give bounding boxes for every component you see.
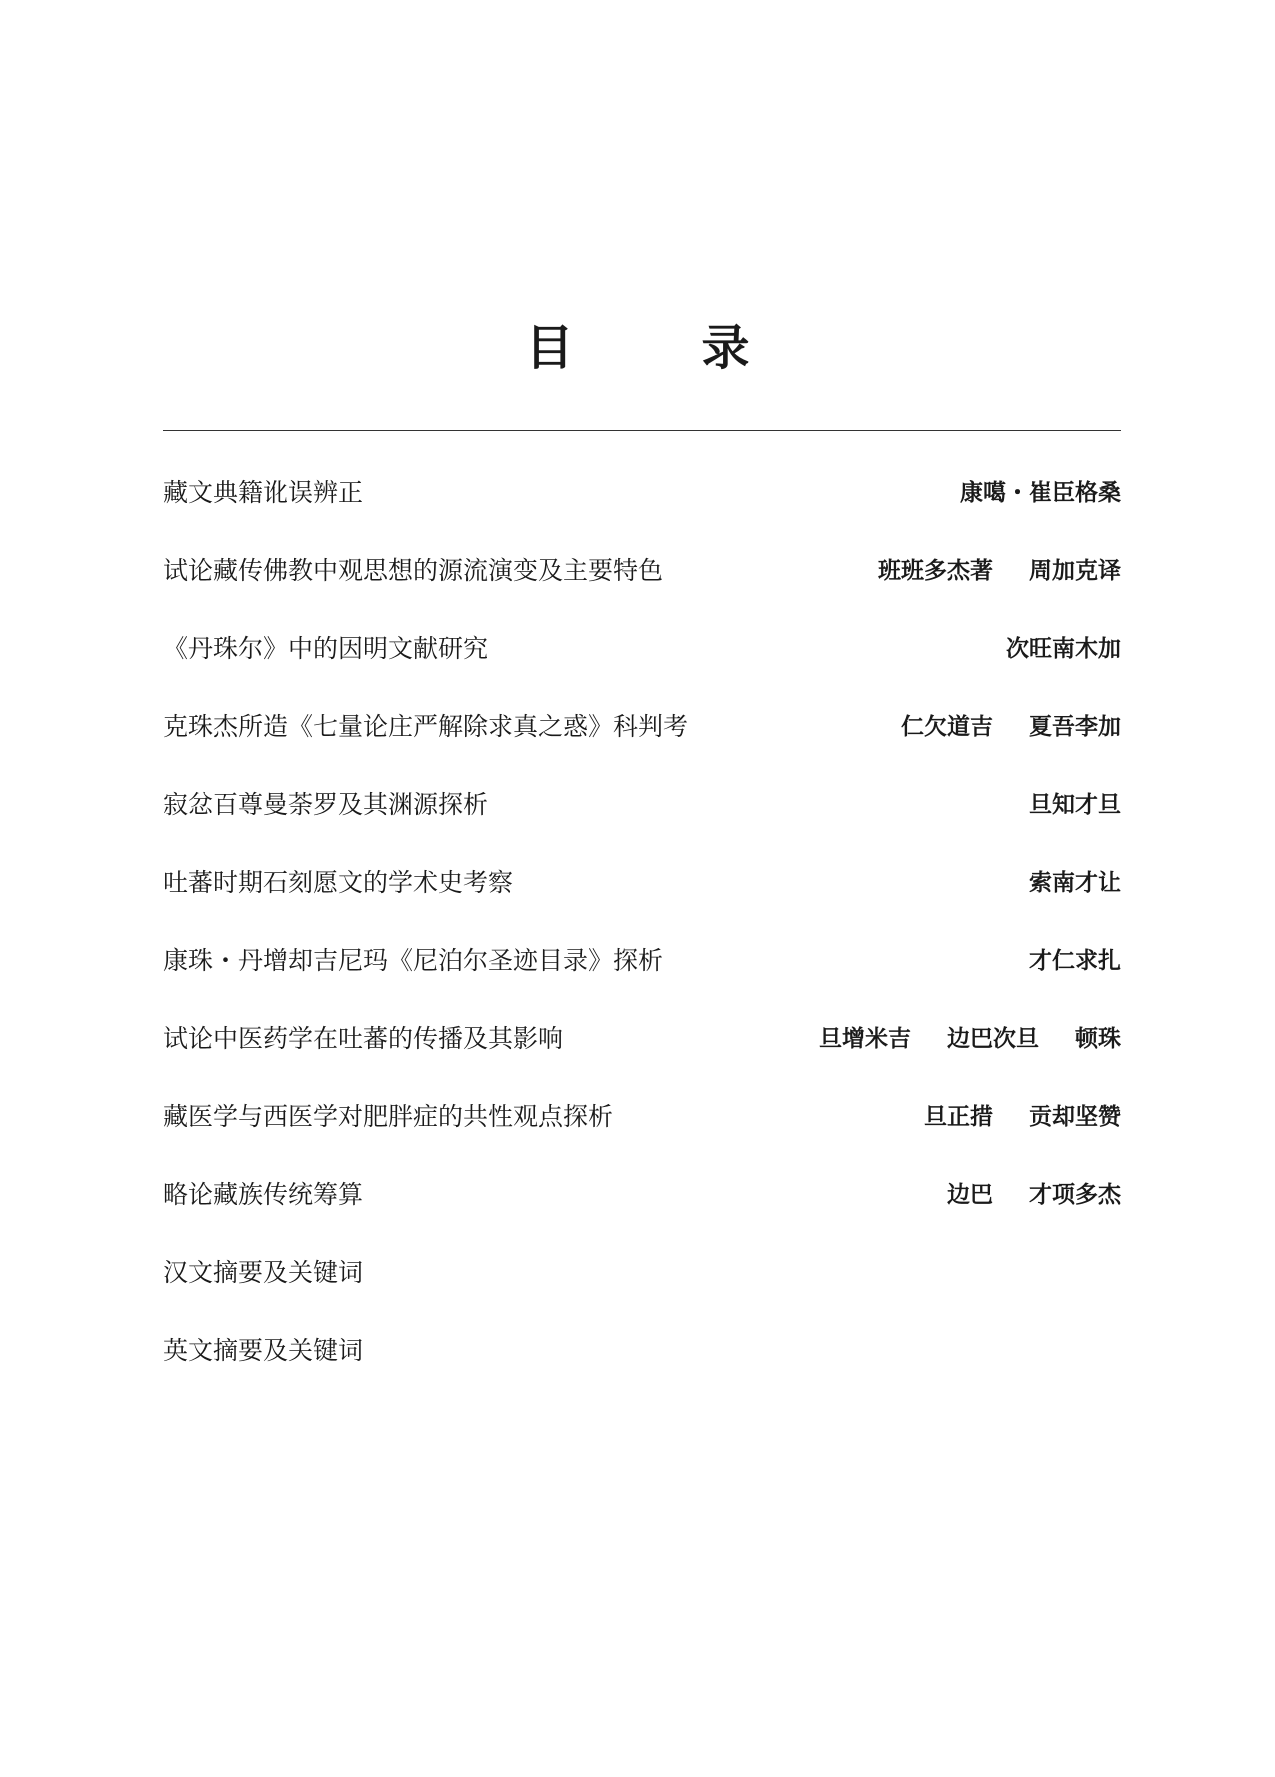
entry-authors [960, 476, 1121, 510]
entry-title: 藏文典籍讹误辨正 [163, 478, 364, 507]
entry-title: 英文摘要及关键词 [163, 1336, 364, 1365]
entry-author: 班班多杰著 [878, 558, 993, 584]
entry-author: 旦增米吉 [819, 1026, 911, 1052]
entry-authors [947, 1178, 1121, 1212]
entry-author: 贡却坚赞 [1029, 1104, 1121, 1130]
entry-title: 试论中医药学在吐蕃的传播及其影响 [163, 1024, 564, 1053]
entry-author: 旦正措 [924, 1104, 993, 1130]
entry-authors [1029, 788, 1121, 822]
entry-title: 克珠杰所造《七量论庄严解除求真之惑》科判考 [163, 712, 689, 741]
entry-author: 边巴次旦 [947, 1026, 1039, 1052]
toc-entry[interactable] [163, 1178, 1121, 1256]
entry-author: 索南才让 [1029, 870, 1121, 896]
toc-entry[interactable] [163, 1022, 1121, 1100]
entry-author: 顿珠 [1075, 1026, 1121, 1052]
entry-title: 略论藏族传统筹算 [163, 1180, 364, 1209]
page-title-char: 目 [525, 320, 702, 376]
toc-entry[interactable] [163, 632, 1121, 710]
table-of-contents [163, 476, 1121, 1412]
entry-title: 试论藏传佛教中观思想的源流演变及主要特色 [163, 556, 664, 585]
title-divider [163, 430, 1121, 431]
page-title-char: 录 [701, 320, 878, 376]
entry-authors [878, 554, 1121, 588]
toc-entry[interactable] [163, 710, 1121, 788]
toc-entry[interactable] [163, 788, 1121, 866]
toc-entry[interactable] [163, 1256, 1121, 1334]
entry-author: 才仁求扎 [1029, 948, 1121, 974]
entry-author: 次旺南木加 [1006, 636, 1121, 662]
entry-author: 周加克译 [1029, 558, 1121, 584]
toc-entry[interactable] [163, 866, 1121, 944]
entry-author: 康噶・崔臣格桑 [960, 480, 1121, 506]
entry-authors [1006, 632, 1121, 666]
entry-title: 吐蕃时期石刻愿文的学术史考察 [163, 868, 514, 897]
entry-title: 寂忿百尊曼荼罗及其渊源探析 [163, 790, 489, 819]
entry-title: 《丹珠尔》中的因明文献研究 [163, 634, 489, 663]
entry-title: 康珠・丹增却吉尼玛《尼泊尔圣迹目录》探析 [163, 946, 664, 975]
entry-title: 汉文摘要及关键词 [163, 1258, 364, 1287]
entry-author: 仁欠道吉 [901, 714, 993, 740]
entry-title: 藏医学与西医学对肥胖症的共性观点探析 [163, 1102, 614, 1131]
entry-authors [819, 1022, 1121, 1056]
toc-entry[interactable] [163, 944, 1121, 1022]
entry-author: 夏吾李加 [1029, 714, 1121, 740]
toc-entry[interactable] [163, 1334, 1121, 1412]
page-title [0, 318, 1275, 378]
entry-author: 才项多杰 [1029, 1182, 1121, 1208]
entry-author: 边巴 [947, 1182, 993, 1208]
entry-authors [924, 1100, 1121, 1134]
toc-entry[interactable] [163, 1100, 1121, 1178]
toc-entry[interactable] [163, 476, 1121, 554]
entry-author: 旦知才旦 [1029, 792, 1121, 818]
entry-authors [1029, 944, 1121, 978]
toc-entry[interactable] [163, 554, 1121, 632]
entry-authors [1029, 866, 1121, 900]
entry-authors [901, 710, 1121, 744]
